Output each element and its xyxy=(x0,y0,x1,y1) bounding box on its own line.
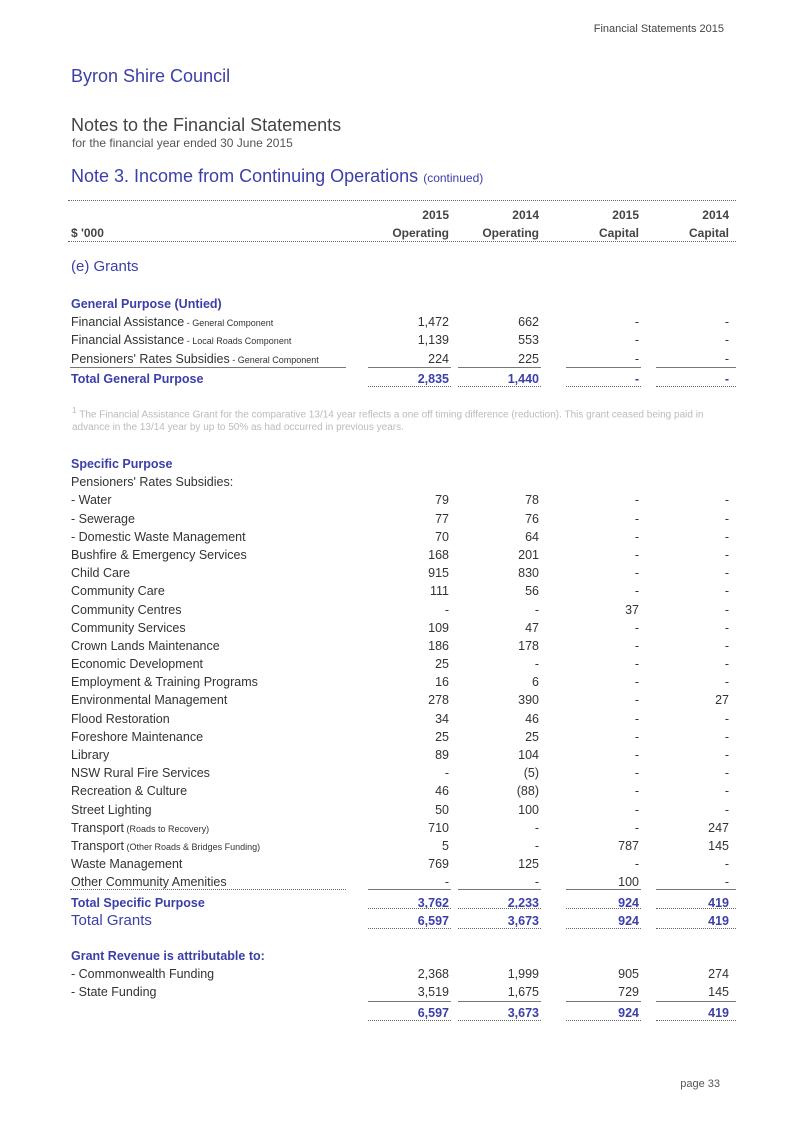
cell-value: - xyxy=(634,802,639,817)
cell-value: - xyxy=(634,638,639,653)
rule xyxy=(656,889,736,890)
col-type-3: Capital xyxy=(598,226,639,241)
rule xyxy=(566,386,641,387)
row-label xyxy=(71,712,170,726)
cell-value: 787 xyxy=(618,838,639,853)
row-label xyxy=(71,530,246,544)
cell-value: 50 xyxy=(435,802,449,817)
specific-total-v2: 2,233 xyxy=(507,895,539,910)
general-label-rule xyxy=(70,367,346,368)
row-label-text: Street Lighting xyxy=(71,802,152,817)
row-label-text: - Commonwealth Funding xyxy=(71,967,215,982)
table-row xyxy=(68,764,736,782)
cell-value: 1,139 xyxy=(417,333,449,348)
column-types xyxy=(68,224,736,242)
grand-total-v4: 419 xyxy=(708,913,729,928)
cell-value: - xyxy=(724,529,729,544)
cell-value: 79 xyxy=(435,493,449,508)
table-row xyxy=(68,601,736,619)
rule xyxy=(566,1001,641,1002)
row-label-sub: - General Component xyxy=(184,318,274,329)
cell-value: - xyxy=(634,529,639,544)
cell-value: - xyxy=(634,657,639,672)
pension-label-row xyxy=(68,473,736,491)
rule xyxy=(656,928,736,929)
specific-label-rule xyxy=(70,889,346,890)
cell-value: - xyxy=(634,351,639,366)
cell-value: 145 xyxy=(708,838,729,853)
general-heading-text: General Purpose (Untied) xyxy=(71,297,222,311)
table-row xyxy=(68,746,736,764)
cell-value: 274 xyxy=(708,967,729,982)
cell-value: 100 xyxy=(618,875,639,890)
row-label-text: Transport xyxy=(71,838,125,853)
cell-value: - xyxy=(634,711,639,726)
cell-value: - xyxy=(724,729,729,744)
cell-value: - xyxy=(724,657,729,672)
row-label xyxy=(71,584,165,598)
table-row xyxy=(68,637,736,655)
cell-value: - xyxy=(724,333,729,348)
row-label-text: Waste Management xyxy=(71,857,183,872)
cell-value: 125 xyxy=(518,857,539,872)
cell-value: 769 xyxy=(428,857,449,872)
column-header xyxy=(68,206,736,242)
cell-value: - xyxy=(634,748,639,762)
col-year-4: 2014 xyxy=(702,208,729,222)
footnote-text: The Financial Assistance Grant for the comparative 13/14 year reflects a one off timing difference (reduction). This grant ceased being paid in advance in the 13/14 year by up to 50% as had occurred in previous years. xyxy=(72,409,704,434)
cell-value: 34 xyxy=(435,711,449,726)
cell-value: 915 xyxy=(428,566,449,581)
row-label-text: Employment & Training Programs xyxy=(71,675,258,690)
rule xyxy=(368,386,451,387)
table-row xyxy=(68,491,736,509)
note-continued: (continued) xyxy=(423,171,484,185)
cell-value: 46 xyxy=(435,784,449,799)
row-label xyxy=(71,639,220,653)
cell-value: 225 xyxy=(518,351,539,366)
cell-value: - xyxy=(724,784,729,799)
row-label xyxy=(71,857,182,871)
cell-value: 56 xyxy=(525,584,539,599)
table-row xyxy=(68,673,736,691)
cell-value: 1,675 xyxy=(507,985,539,1000)
row-label-text: Community Care xyxy=(71,584,165,599)
cell-value: 390 xyxy=(518,693,539,708)
cell-value: 76 xyxy=(525,511,539,526)
row-label-text: - Sewerage xyxy=(71,511,135,526)
specific-total-v3: 924 xyxy=(618,895,639,910)
cell-value: 247 xyxy=(708,820,729,835)
table-row xyxy=(68,855,736,873)
cell-value: - xyxy=(634,620,639,635)
rule xyxy=(368,908,451,909)
cell-value: 89 xyxy=(435,748,449,762)
specific-heading xyxy=(68,455,736,473)
general-total-v4: - xyxy=(724,371,729,386)
rule xyxy=(566,1020,641,1021)
table-row xyxy=(68,510,736,528)
table-row xyxy=(68,582,736,600)
table-top-rule xyxy=(68,200,736,201)
table-row xyxy=(68,331,736,349)
cell-value: 729 xyxy=(618,985,639,1000)
grand-total-label: Total Grants xyxy=(71,911,152,929)
row-label xyxy=(71,621,186,635)
cell-value: - xyxy=(634,820,639,835)
rule xyxy=(458,928,541,929)
cell-value: - xyxy=(724,711,729,726)
rule xyxy=(566,908,641,909)
cell-value: - xyxy=(724,675,729,690)
cell-value: 37 xyxy=(625,602,639,617)
row-label xyxy=(71,693,227,707)
cell-value: - xyxy=(724,351,729,366)
cell-value: - xyxy=(724,638,729,653)
table-row xyxy=(68,710,736,728)
cell-value: - xyxy=(724,547,729,562)
row-label-text: Transport xyxy=(71,820,125,835)
table-row xyxy=(68,728,736,746)
cell-value: 278 xyxy=(428,693,449,708)
notes-subtitle: for the financial year ended 30 June 2015 xyxy=(72,136,293,150)
row-label xyxy=(71,493,112,507)
cell-value: 47 xyxy=(525,620,539,635)
table-row xyxy=(68,983,736,1001)
grand-total-v3: 924 xyxy=(618,913,639,928)
cell-value: 1,999 xyxy=(507,967,539,982)
header-title: Financial Statements 2015 xyxy=(593,23,724,35)
rule xyxy=(656,367,736,368)
cell-value: - xyxy=(634,784,639,799)
cell-value: - xyxy=(724,748,729,762)
cell-value: - xyxy=(634,675,639,690)
cell-value: - xyxy=(444,875,449,890)
row-label-sub: - General Component xyxy=(229,354,319,365)
specific-heading-text: Specific Purpose xyxy=(71,457,173,471)
cell-value: - xyxy=(724,566,729,581)
grants-heading-text: (e) Grants xyxy=(71,258,139,275)
cell-value: - xyxy=(634,693,639,708)
table-row xyxy=(68,619,736,637)
rule xyxy=(458,367,541,368)
cell-value: 186 xyxy=(428,638,449,653)
rule xyxy=(368,1001,451,1002)
specific-total-v4: 419 xyxy=(708,895,729,910)
table-row xyxy=(68,546,736,564)
row-label xyxy=(71,675,258,689)
attrib-total-v2: 3,673 xyxy=(507,1005,539,1020)
cell-value: 111 xyxy=(429,584,449,599)
row-label xyxy=(71,352,319,366)
cell-value: 78 xyxy=(525,493,539,508)
cell-value: 6 xyxy=(532,675,539,690)
table-row xyxy=(68,564,736,582)
table-row xyxy=(68,691,736,709)
col-type-2: Operating xyxy=(482,226,539,241)
row-label-text: Flood Restoration xyxy=(71,711,170,726)
cell-value: - xyxy=(444,602,449,617)
cell-value: - xyxy=(634,729,639,744)
rule xyxy=(656,1001,736,1002)
cell-value: 1,472 xyxy=(417,315,449,330)
attrib-section xyxy=(68,947,736,1022)
specific-total-v1: 3,762 xyxy=(417,895,449,910)
rule xyxy=(656,1020,736,1021)
col-unit: $ '000 xyxy=(71,226,104,241)
cell-value: - xyxy=(534,838,539,853)
row-label-text: Child Care xyxy=(71,566,131,581)
cell-value: - xyxy=(724,875,729,890)
row-label-text: - State Funding xyxy=(71,985,157,1000)
rule xyxy=(656,908,736,909)
specific-purpose-section xyxy=(68,455,736,932)
row-label xyxy=(71,333,291,347)
grand-total-v2: 3,673 xyxy=(507,913,539,928)
cell-value: (88) xyxy=(516,784,539,799)
footnote: $^1$ The Financial Assistance Grant for the comparative 13/14 year reflects a one off timing difference (reduction). This grant ceased being paid in advance in the 13/14 year by up to 50% as had occurred in previous years. xyxy=(72,405,704,434)
table-row xyxy=(68,350,736,368)
cell-value: - xyxy=(724,493,729,508)
col-year-2: 2014 xyxy=(512,208,539,222)
rule xyxy=(458,889,541,890)
table-row xyxy=(68,819,736,837)
attrib-total-v3: 924 xyxy=(618,1005,639,1020)
row-label xyxy=(71,603,181,617)
cell-value: 27 xyxy=(715,693,729,708)
cell-value: 201 xyxy=(518,547,539,562)
cell-value: 2,368 xyxy=(417,967,449,982)
specific-total-label: Total Specific Purpose xyxy=(71,895,205,910)
row-label-text: Library xyxy=(71,748,110,762)
cell-value: 16 xyxy=(435,675,449,690)
cell-value: - xyxy=(724,315,729,330)
cell-value: 100 xyxy=(518,802,539,817)
row-label xyxy=(71,784,187,798)
rule xyxy=(566,928,641,929)
cell-value: 77 xyxy=(435,511,449,526)
cell-value: 104 xyxy=(518,748,539,762)
rule xyxy=(566,367,641,368)
cell-value: 64 xyxy=(525,529,539,544)
row-label-sub: (Roads to Recovery) xyxy=(124,823,210,834)
cell-value: - xyxy=(724,766,729,781)
cell-value: 710 xyxy=(428,820,449,835)
cell-value: - xyxy=(634,315,639,330)
row-label xyxy=(71,657,203,671)
row-label-text: Other Community Amenities xyxy=(71,875,227,890)
row-label-text: - Water xyxy=(71,493,112,508)
cell-value: - xyxy=(534,657,539,672)
row-label-text: Community Centres xyxy=(71,602,182,617)
cell-value: 662 xyxy=(518,315,539,330)
rule xyxy=(368,889,451,890)
general-total-label: Total General Purpose xyxy=(71,371,204,386)
cell-value: 905 xyxy=(618,967,639,982)
cell-value: - xyxy=(534,875,539,890)
cell-value: - xyxy=(634,547,639,562)
cell-value: - xyxy=(724,584,729,599)
row-label-sub: (Other Roads & Bridges Funding) xyxy=(124,841,261,852)
cell-value: - xyxy=(724,802,729,817)
attrib-total-v1: 6,597 xyxy=(417,1005,449,1020)
grand-total-v1: 6,597 xyxy=(417,913,449,928)
cell-value: 224 xyxy=(428,351,449,366)
cell-value: - xyxy=(634,511,639,526)
column-years xyxy=(68,206,736,224)
row-label xyxy=(71,548,247,562)
row-label-text: Recreation & Culture xyxy=(71,784,188,799)
cell-value: 25 xyxy=(435,729,449,744)
general-heading xyxy=(68,295,736,313)
row-label xyxy=(71,512,135,526)
attrib-heading-text: Grant Revenue is attributable to: xyxy=(71,949,265,963)
row-label xyxy=(71,803,152,817)
row-label xyxy=(71,315,273,329)
col-type-4: Capital xyxy=(688,226,729,241)
table-row xyxy=(68,837,736,855)
rule xyxy=(458,908,541,909)
header-rule xyxy=(68,241,736,242)
cell-value: 25 xyxy=(435,657,449,672)
cell-value: - xyxy=(634,566,639,581)
cell-value: 46 xyxy=(525,711,539,726)
general-purpose-section xyxy=(68,295,736,388)
row-label xyxy=(71,730,203,744)
row-label-text: Foreshore Maintenance xyxy=(71,729,204,744)
row-label-text: Financial Assistance xyxy=(71,315,185,330)
table-row xyxy=(68,655,736,673)
row-label xyxy=(71,985,156,999)
table-row xyxy=(68,528,736,546)
row-label-text: Environmental Management xyxy=(71,693,228,708)
rule xyxy=(368,928,451,929)
cell-value: - xyxy=(724,620,729,635)
cell-value: 109 xyxy=(428,620,449,635)
note-title xyxy=(71,166,483,187)
cell-value: - xyxy=(724,511,729,526)
general-total-v1: 2,835 xyxy=(417,371,449,386)
notes-title: Notes to the Financial Statements xyxy=(71,115,342,135)
cell-value: 145 xyxy=(708,985,729,1000)
row-label xyxy=(71,821,209,835)
row-label-text: Community Services xyxy=(71,620,186,635)
row-label xyxy=(71,766,210,780)
col-year-3: 2015 xyxy=(612,208,639,222)
grants-heading-block xyxy=(68,258,736,278)
table-row xyxy=(68,313,736,331)
row-label-text: Crown Lands Maintenance xyxy=(71,638,220,653)
rule xyxy=(368,1020,451,1021)
cell-value: - xyxy=(444,766,449,781)
page-number: page 33 xyxy=(680,1078,720,1090)
col-year-1: 2015 xyxy=(422,208,449,222)
cell-value: 178 xyxy=(518,638,539,653)
cell-value: - xyxy=(534,602,539,617)
row-label-text: NSW Rural Fire Services xyxy=(71,766,210,781)
row-label-text: - Domestic Waste Management xyxy=(71,529,246,544)
cell-value: (5) xyxy=(523,766,539,781)
cell-value: 25 xyxy=(525,729,539,744)
row-label-text: Economic Development xyxy=(71,657,204,672)
rule xyxy=(458,1020,541,1021)
row-label xyxy=(71,566,130,580)
council-name: Byron Shire Council xyxy=(71,66,231,86)
cell-value: - xyxy=(634,857,639,872)
cell-value: - xyxy=(534,820,539,835)
cell-value: 70 xyxy=(435,529,449,544)
attrib-total-v4: 419 xyxy=(708,1005,729,1020)
general-total-v3: - xyxy=(634,371,639,386)
grants-heading xyxy=(68,258,736,278)
row-label-text: Financial Assistance xyxy=(71,333,185,348)
cell-value: - xyxy=(634,493,639,508)
cell-value: 168 xyxy=(428,547,449,562)
attrib-heading xyxy=(68,947,736,965)
note-title-text: Note 3. Income from Continuing Operations xyxy=(71,166,419,186)
rule xyxy=(368,367,451,368)
row-label xyxy=(71,967,214,981)
rule xyxy=(458,1001,541,1002)
cell-value: - xyxy=(634,333,639,348)
cell-value: 553 xyxy=(518,333,539,348)
cell-value: - xyxy=(634,766,639,781)
cell-value: 5 xyxy=(442,838,449,853)
table-row xyxy=(68,782,736,800)
rule xyxy=(566,889,641,890)
table-row xyxy=(68,965,736,983)
cell-value: 830 xyxy=(518,566,539,581)
table-row xyxy=(68,801,736,819)
cell-value: - xyxy=(724,602,729,617)
rule xyxy=(656,386,736,387)
row-label-text: Pensioners' Rates Subsidies xyxy=(71,351,230,366)
row-label-sub: - Local Roads Component xyxy=(184,336,292,347)
row-label xyxy=(71,748,109,762)
general-total-v2: 1,440 xyxy=(507,371,539,386)
col-type-1: Operating xyxy=(392,226,449,241)
pension-label: Pensioners' Rates Subsidies: xyxy=(71,475,234,490)
row-label xyxy=(71,875,227,889)
row-label-text: Bushfire & Emergency Services xyxy=(71,547,247,562)
cell-value: 3,519 xyxy=(417,985,449,1000)
cell-value: - xyxy=(634,584,639,599)
row-label xyxy=(71,839,260,853)
cell-value: - xyxy=(724,857,729,872)
rule xyxy=(458,386,541,387)
